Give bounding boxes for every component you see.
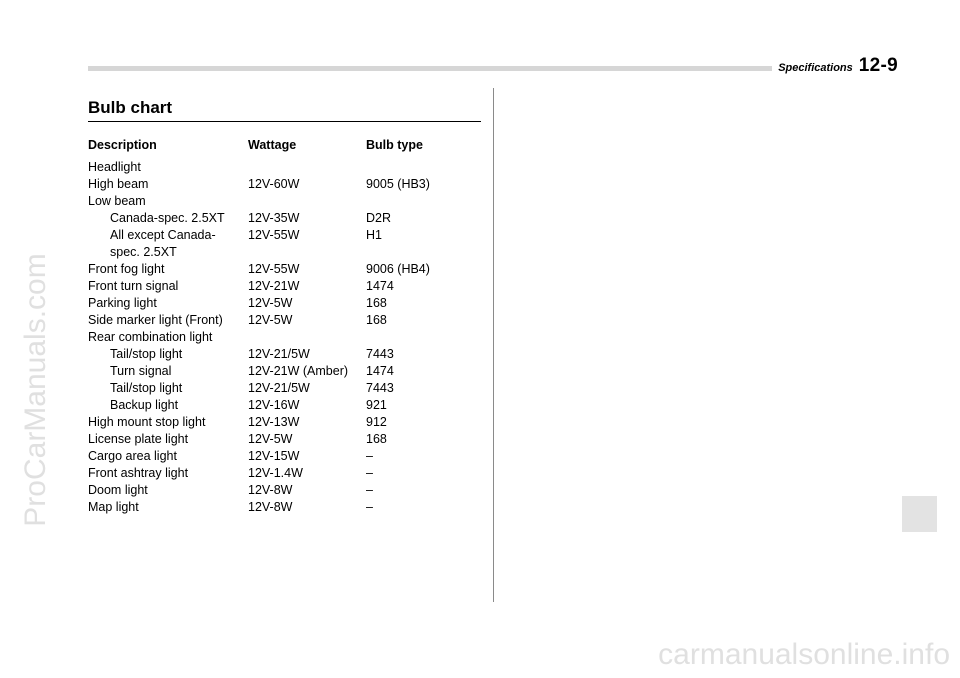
- title-underline: [88, 121, 481, 122]
- table-row: [88, 295, 481, 312]
- section-title: Bulb chart: [88, 98, 173, 117]
- table-row: [88, 499, 481, 516]
- chapter-tab: [902, 496, 937, 532]
- cell-description: Headlight: [88, 160, 141, 174]
- cell-bulb-type: –: [366, 466, 373, 480]
- cell-bulb-type: 168: [366, 432, 387, 446]
- table-row: [88, 312, 481, 329]
- table-row: [88, 482, 481, 499]
- cell-description: Rear combination light: [88, 330, 213, 344]
- cell-bulb-type: [366, 159, 481, 176]
- bottom-watermark: carmanualsonline.info: [658, 638, 950, 671]
- cell-description: Front fog light: [88, 262, 165, 276]
- cell-bulb-type: –: [366, 500, 373, 514]
- cell-description: High mount stop light: [88, 415, 206, 429]
- cell-wattage: [248, 159, 366, 176]
- table-row: [88, 397, 481, 414]
- cell-description: Backup light: [110, 398, 179, 412]
- cell-description: Tail/stop light: [110, 381, 183, 395]
- cell-bulb-type: [366, 193, 481, 210]
- cell-wattage: 12V-5W: [248, 432, 293, 446]
- cell-bulb-type: 921: [366, 398, 387, 412]
- cell-bulb-type: D2R: [366, 211, 392, 225]
- cell-description: Map light: [88, 500, 139, 514]
- cell-wattage: [248, 244, 366, 261]
- cell-wattage: 12V-21W: [248, 279, 300, 293]
- table-row: [88, 465, 481, 482]
- bulb-table: [88, 159, 481, 516]
- cell-description: All except Canada-: [110, 228, 216, 242]
- cell-description: Doom light: [88, 483, 148, 497]
- header-rule: [88, 66, 772, 71]
- cell-description: Side marker light (Front): [88, 313, 223, 327]
- column-divider: [493, 88, 494, 602]
- cell-wattage: [248, 193, 366, 210]
- cell-bulb-type: 9006 (HB4): [366, 262, 430, 276]
- table-row: [88, 210, 481, 227]
- cell-bulb-type: 9005 (HB3): [366, 177, 430, 191]
- cell-bulb-type: 1474: [366, 364, 394, 378]
- side-watermark-text: ProCarManuals.com: [19, 253, 52, 527]
- cell-description: Front turn signal: [88, 279, 179, 293]
- column-header-description: Description: [88, 138, 157, 152]
- cell-description: Canada-spec. 2.5XT: [110, 211, 225, 225]
- table-header: [88, 138, 481, 152]
- cell-wattage: 12V-55W: [248, 228, 300, 242]
- cell-description: License plate light: [88, 432, 189, 446]
- cell-wattage: 12V-15W: [248, 449, 300, 463]
- table-row: [88, 346, 481, 363]
- cell-bulb-type: –: [366, 449, 373, 463]
- column-header-wattage: Wattage: [248, 138, 297, 152]
- cell-bulb-type: 912: [366, 415, 387, 429]
- table-row: [88, 380, 481, 397]
- table-row: [88, 261, 481, 278]
- cell-wattage: 12V-21/5W: [248, 381, 310, 395]
- cell-wattage: 12V-5W: [248, 296, 293, 310]
- cell-wattage: 12V-60W: [248, 177, 300, 191]
- cell-wattage: 12V-21/5W: [248, 347, 310, 361]
- table-row: [88, 176, 481, 193]
- table-row: [88, 278, 481, 295]
- table-row: [88, 448, 481, 465]
- cell-description: Parking light: [88, 296, 157, 310]
- table-row: [88, 431, 481, 448]
- cell-description: Cargo area light: [88, 449, 177, 463]
- cell-description: Tail/stop light: [110, 347, 183, 361]
- cell-description: Low beam: [88, 194, 146, 208]
- cell-bulb-type: 7443: [366, 347, 394, 361]
- cell-bulb-type: –: [366, 483, 373, 497]
- cell-bulb-type: [366, 329, 481, 346]
- side-watermark: [10, 110, 62, 670]
- cell-wattage: 12V-21W (Amber): [248, 364, 349, 378]
- section-name: Specifications: [778, 62, 853, 74]
- page-header: [778, 55, 898, 77]
- cell-description: Turn signal: [110, 364, 172, 378]
- table-row: [88, 414, 481, 431]
- cell-bulb-type: 168: [366, 296, 387, 310]
- cell-description: spec. 2.5XT: [110, 245, 177, 259]
- cell-wattage: 12V-8W: [248, 483, 293, 497]
- cell-description: Front ashtray light: [88, 466, 189, 480]
- cell-wattage: 12V-55W: [248, 262, 300, 276]
- cell-bulb-type: 168: [366, 313, 387, 327]
- cell-wattage: 12V-1.4W: [248, 466, 303, 480]
- table-row: [88, 244, 481, 261]
- cell-wattage: 12V-35W: [248, 211, 300, 225]
- cell-bulb-type: 7443: [366, 381, 394, 395]
- cell-wattage: 12V-8W: [248, 500, 293, 514]
- table-row: [88, 363, 481, 380]
- cell-bulb-type: [366, 244, 481, 261]
- cell-wattage: 12V-13W: [248, 415, 300, 429]
- cell-bulb-type: H1: [366, 228, 382, 242]
- cell-wattage: 12V-5W: [248, 313, 293, 327]
- cell-wattage: 12V-16W: [248, 398, 300, 412]
- column-header-bulb-type: Bulb type: [366, 138, 423, 152]
- table-row: [88, 193, 481, 210]
- page-number: 12-9: [858, 55, 898, 76]
- table-row: [88, 159, 481, 176]
- cell-bulb-type: 1474: [366, 279, 394, 293]
- table-row: [88, 329, 481, 346]
- cell-description: High beam: [88, 177, 149, 191]
- table-row: [88, 227, 481, 244]
- cell-wattage: [248, 329, 366, 346]
